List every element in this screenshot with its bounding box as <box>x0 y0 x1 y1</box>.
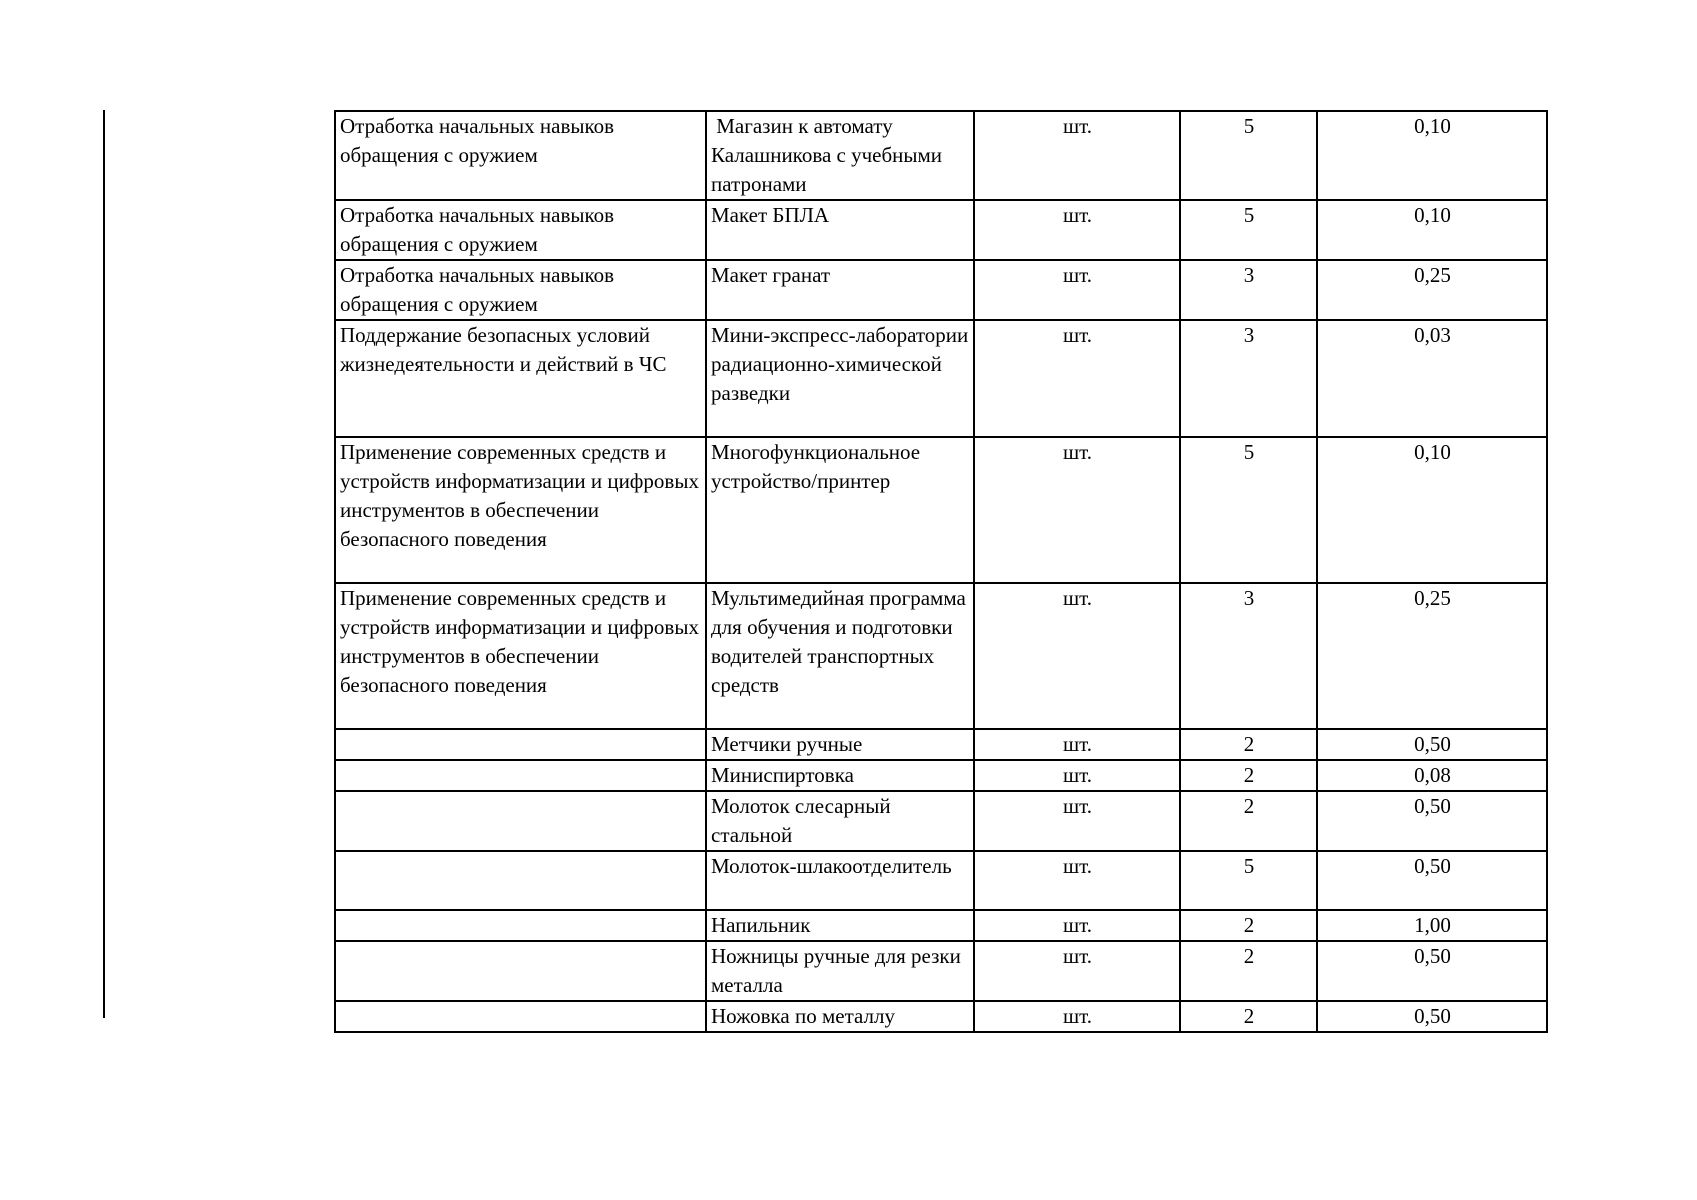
item-cell: Молоток-шлакоотделитель <box>706 851 974 910</box>
norm-cell: 0,50 <box>1317 941 1547 1001</box>
table-row <box>335 910 1547 941</box>
unit-cell: шт. <box>974 320 1180 437</box>
quantity-cell: 5 <box>1180 851 1317 910</box>
activity-cell <box>335 729 706 760</box>
quantity-cell: 3 <box>1180 583 1317 729</box>
activity-cell <box>335 941 706 1001</box>
norm-cell: 0,10 <box>1317 437 1547 583</box>
table-row <box>335 260 1547 320</box>
unit-cell: шт. <box>974 910 1180 941</box>
item-cell: Напильник <box>706 910 974 941</box>
quantity-cell: 5 <box>1180 437 1317 583</box>
table-row <box>335 791 1547 851</box>
activity-cell: Отработка начальных навыков обращения с оружием <box>335 111 706 200</box>
item-cell: Мини-экспресс-лаборатории радиационно-химической разведки <box>706 320 974 437</box>
quantity-cell: 5 <box>1180 111 1317 200</box>
activity-cell: Отработка начальных навыков обращения с оружием <box>335 200 706 260</box>
activity-cell <box>335 760 706 791</box>
item-cell: Миниспиртовка <box>706 760 974 791</box>
norm-cell: 0,10 <box>1317 111 1547 200</box>
item-cell: Молоток слесарный стальной <box>706 791 974 851</box>
unit-cell: шт. <box>974 729 1180 760</box>
quantity-cell: 2 <box>1180 729 1317 760</box>
quantity-cell: 5 <box>1180 200 1317 260</box>
norm-cell: 0,50 <box>1317 1001 1547 1032</box>
unit-cell: шт. <box>974 760 1180 791</box>
item-cell: Магазин к автомату Калашникова с учебными патронами <box>706 111 974 200</box>
activity-cell <box>335 1001 706 1032</box>
unit-cell: шт. <box>974 200 1180 260</box>
table-row <box>335 851 1547 910</box>
unit-cell: шт. <box>974 583 1180 729</box>
quantity-cell: 2 <box>1180 1001 1317 1032</box>
activity-cell <box>335 791 706 851</box>
norm-cell: 0,50 <box>1317 791 1547 851</box>
activity-cell: Отработка начальных навыков обращения с оружием <box>335 260 706 320</box>
norm-cell: 0,25 <box>1317 260 1547 320</box>
unit-cell: шт. <box>974 111 1180 200</box>
unit-cell: шт. <box>974 791 1180 851</box>
table-row <box>335 760 1547 791</box>
table-row <box>335 320 1547 437</box>
equipment-table <box>334 110 1548 1033</box>
norm-cell: 0,10 <box>1317 200 1547 260</box>
quantity-cell: 2 <box>1180 910 1317 941</box>
activity-cell <box>335 851 706 910</box>
unit-cell: шт. <box>974 437 1180 583</box>
norm-cell: 0,25 <box>1317 583 1547 729</box>
table-row <box>335 437 1547 583</box>
table-row <box>335 583 1547 729</box>
activity-cell: Применение современных средств и устройств информатизации и цифровых инструментов в обеспечении безопасного поведения <box>335 437 706 583</box>
activity-cell: Применение современных средств и устройств информатизации и цифровых инструментов в обеспечении безопасного поведения <box>335 583 706 729</box>
item-cell: Многофункциональное устройство/принтер <box>706 437 974 583</box>
quantity-cell: 2 <box>1180 760 1317 791</box>
table-row <box>335 729 1547 760</box>
item-cell: Макет гранат <box>706 260 974 320</box>
item-cell: Мультимедийная программа для обучения и подготовки водителей транспортных средств <box>706 583 974 729</box>
quantity-cell: 2 <box>1180 791 1317 851</box>
norm-cell: 0,03 <box>1317 320 1547 437</box>
norm-cell: 0,08 <box>1317 760 1547 791</box>
norm-cell: 1,00 <box>1317 910 1547 941</box>
unit-cell: шт. <box>974 851 1180 910</box>
table-row <box>335 111 1547 200</box>
quantity-cell: 3 <box>1180 320 1317 437</box>
unit-cell: шт. <box>974 941 1180 1001</box>
activity-cell <box>335 910 706 941</box>
item-cell: Метчики ручные <box>706 729 974 760</box>
norm-cell: 0,50 <box>1317 729 1547 760</box>
item-cell: Ножницы ручные для резки металла <box>706 941 974 1001</box>
item-cell: Макет БПЛА <box>706 200 974 260</box>
norm-cell: 0,50 <box>1317 851 1547 910</box>
table-row <box>335 941 1547 1001</box>
table-row <box>335 200 1547 260</box>
table-row <box>335 1001 1547 1032</box>
unit-cell: шт. <box>974 1001 1180 1032</box>
quantity-cell: 2 <box>1180 941 1317 1001</box>
quantity-cell: 3 <box>1180 260 1317 320</box>
unit-cell: шт. <box>974 260 1180 320</box>
activity-cell: Поддержание безопасных условий жизнедеятельности и действий в ЧС <box>335 320 706 437</box>
page-margin-line <box>103 110 105 1018</box>
item-cell: Ножовка по металлу <box>706 1001 974 1032</box>
